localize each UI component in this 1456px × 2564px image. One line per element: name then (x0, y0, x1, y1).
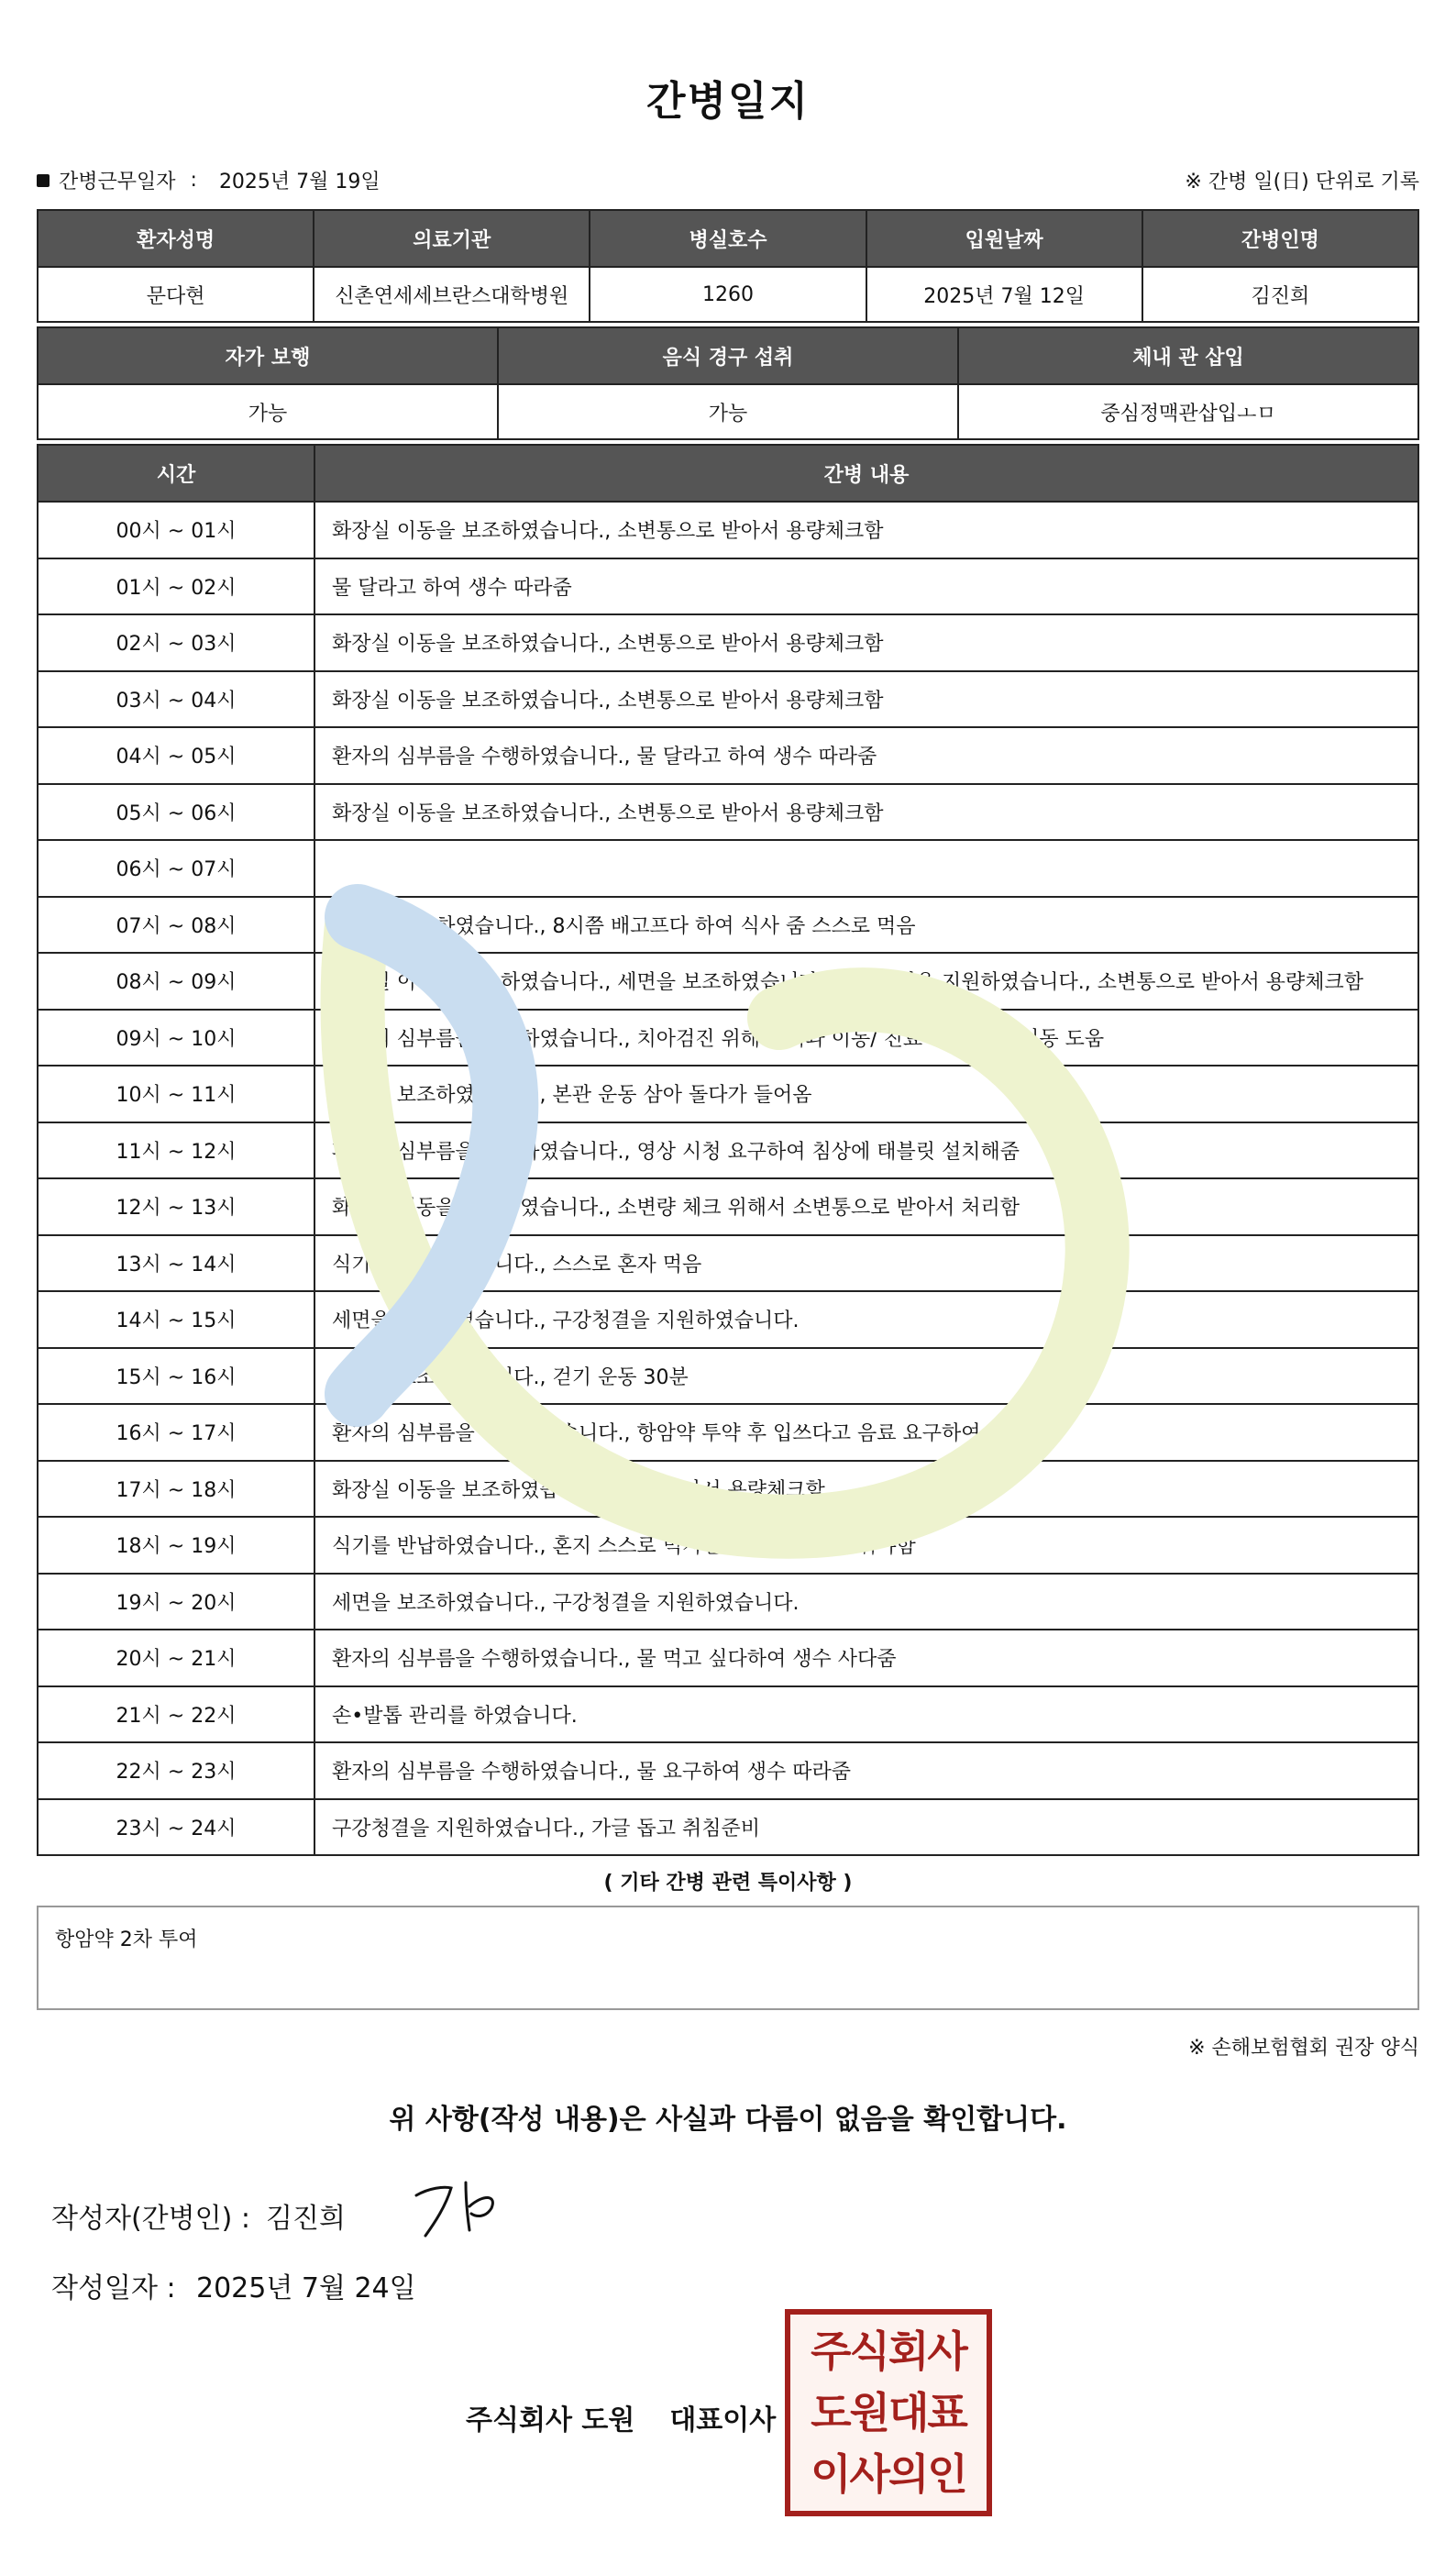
care-log-time: 14시 ~ 15시 (38, 1291, 314, 1348)
care-log-row (38, 614, 1418, 671)
company-signoff (466, 2397, 776, 2437)
care-log-row (38, 1574, 1418, 1630)
care-log-content: 환자의 심부름을 수행하였습니다., 물 달라고 하여 생수 따라줌 (314, 727, 1418, 784)
company-name: 주식회사 도원 (466, 2404, 635, 2437)
care-log-content (314, 840, 1418, 897)
care-log-row (38, 671, 1418, 728)
patient-status-table (37, 326, 1419, 440)
care-log-row (38, 784, 1418, 841)
seal-line-2: 도원대표 (811, 2387, 966, 2437)
care-log-content: 식기를 반납하였습니다., 스스로 혼자 먹음 (314, 1235, 1418, 1292)
care-log-row (38, 1122, 1418, 1179)
care-log-content: 산책을 보조하였습니다., 걷기 운동 30분 (314, 1348, 1418, 1405)
patient-name: 문다현 (38, 267, 314, 322)
care-log-time: 10시 ~ 11시 (38, 1066, 314, 1122)
confirmation-statement: 위 사항(작성 내용)은 사실과 다름이 없음을 확인합니다. (389, 2104, 1067, 2136)
bullet-square-icon (37, 174, 50, 187)
seal-line-3: 이사의인 (811, 2449, 966, 2500)
care-log-time: 18시 ~ 19시 (38, 1517, 314, 1574)
care-log-content: 화장실 이동을 보조하였습니다., 소변통으로 받아서 용량체크함 (314, 614, 1418, 671)
header-self-walking: 자가 보행 (38, 327, 498, 384)
care-log-time: 05시 ~ 06시 (38, 784, 314, 841)
written-date-value: 2025년 7월 24일 (196, 2272, 416, 2304)
writer-label: 작성자(간병인) : (51, 2203, 250, 2235)
care-log-row (38, 1348, 1418, 1405)
document-title: 간병일지 (645, 78, 810, 125)
care-log-time: 13시 ~ 14시 (38, 1235, 314, 1292)
care-log-time: 02시 ~ 03시 (38, 614, 314, 671)
care-log-content: 식기를 반납하였습니다., 혼지 스스로 먹지민 반찬은 잘라서 줘야함 (314, 1517, 1418, 1574)
care-log-time: 00시 ~ 01시 (38, 502, 314, 558)
caregiver-name: 김진희 (1142, 267, 1418, 322)
care-log-row (38, 558, 1418, 615)
care-log-row (38, 1799, 1418, 1856)
header-institution: 의료기관 (314, 210, 590, 267)
writer-row (51, 2195, 346, 2236)
care-log-row (38, 840, 1418, 897)
company-seal-stamp (785, 2309, 992, 2516)
record-unit-note: ※ 간병 일(日) 단위로 기록 (1185, 171, 1419, 193)
header-tube-insertion: 체내 관 삽입 (958, 327, 1418, 384)
work-date-row (37, 166, 381, 194)
care-log-time: 19시 ~ 20시 (38, 1574, 314, 1630)
care-log-time: 07시 ~ 08시 (38, 897, 314, 954)
care-log-content: 세면을 보조하였습니다., 구강청결을 지원하였습니다. (314, 1291, 1418, 1348)
care-log-row (38, 1066, 1418, 1122)
care-log-time: 16시 ~ 17시 (38, 1404, 314, 1461)
care-log-time: 09시 ~ 10시 (38, 1010, 314, 1066)
patient-info-header-row (38, 210, 1418, 267)
care-log-time: 20시 ~ 21시 (38, 1630, 314, 1686)
care-log-header-row (38, 445, 1418, 502)
care-log-time: 11시 ~ 12시 (38, 1122, 314, 1179)
care-log-row (38, 1630, 1418, 1686)
care-log-content: 세면을 보조하였습니다., 구강청결을 지원하였습니다. (314, 1574, 1418, 1630)
header-time: 시간 (38, 445, 314, 502)
patient-info-table (37, 209, 1419, 323)
care-log-time: 04시 ~ 05시 (38, 727, 314, 784)
work-date-value: 2025년 7월 19일 (218, 171, 381, 193)
care-log-time: 08시 ~ 09시 (38, 953, 314, 1010)
handwritten-signature (409, 2170, 510, 2243)
care-log-time: 03시 ~ 04시 (38, 671, 314, 728)
care-log-time: 15시 ~ 16시 (38, 1348, 314, 1405)
care-log-content: 구강청결을 지원하였습니다., 가글 돕고 취침준비 (314, 1799, 1418, 1856)
care-log-row (38, 897, 1418, 954)
company-representative-title: 대표이사 (669, 2404, 777, 2437)
institution: 신촌연세세브란스대학병원 (314, 267, 590, 322)
care-log-row (38, 1742, 1418, 1799)
care-log-row (38, 727, 1418, 784)
admission-date: 2025년 7월 12일 (866, 267, 1142, 322)
care-log-content: 환자의 심부름을 수행하였습니다., 영상 시청 요구하여 침상에 태블릿 설치해줌 (314, 1122, 1418, 1179)
care-log-content: 환자의 심부름을 수행하였습니다., 항암약 투약 후 입쓰다고 음료 요구하여 챙겨줌 (314, 1404, 1418, 1461)
care-log-row (38, 1686, 1418, 1743)
care-log-content: 물 달라고 하여 생수 따라줌 (314, 558, 1418, 615)
patient-info-value-row (38, 267, 1418, 322)
care-log-time: 21시 ~ 22시 (38, 1686, 314, 1743)
oral-intake: 가능 (498, 384, 958, 439)
care-log-time: 01시 ~ 02시 (38, 558, 314, 615)
header-care-content: 간병 내용 (314, 445, 1418, 502)
care-log-time: 12시 ~ 13시 (38, 1178, 314, 1235)
special-notes-title: ( 기타 간병 관련 특이사항 ) (603, 1872, 853, 1895)
writer-name: 김진희 (266, 2203, 346, 2235)
care-log-row (38, 1517, 1418, 1574)
care-log-time: 06시 ~ 07시 (38, 840, 314, 897)
work-date-colon: : (190, 169, 197, 192)
care-log-row (38, 953, 1418, 1010)
special-notes-box (37, 1906, 1419, 2010)
care-log-content: 환자의 심부름을 수행하였습니다., 물 요구하여 생수 따라줌 (314, 1742, 1418, 1799)
header-admission-date: 입원날짜 (866, 210, 1142, 267)
patient-status-value-row (38, 384, 1418, 439)
tube-insertion: 중심정맥관삽입ㅗㅁ (958, 384, 1418, 439)
care-log-row (38, 1404, 1418, 1461)
care-log-row (38, 1291, 1418, 1348)
care-log-content: 화장실 이동을 보조하였습니다., 소변통으로 받아서 용량체크함 (314, 502, 1418, 558)
care-log-content: 화장실 이동을 보조하였습니다., 소변통으로 받아서 용량체크함 (314, 784, 1418, 841)
care-log-content: 식기를 반납하였습니다., 8시쯤 배고프다 하여 식사 줌 스스로 먹음 (314, 897, 1418, 954)
care-log-content: 산책을 보조하였습니다., 본관 운동 삼아 돌다가 들어옴 (314, 1066, 1418, 1122)
care-log-time: 17시 ~ 18시 (38, 1461, 314, 1518)
care-log-content: 화장실 이동을 보조하였습니다., 소변통으로 받아서 용량체크함 (314, 671, 1418, 728)
care-log-row (38, 1461, 1418, 1518)
seal-line-1: 주식회사 (811, 2326, 966, 2376)
care-log-row (38, 502, 1418, 558)
care-log-row (38, 1178, 1418, 1235)
self-walking: 가능 (38, 384, 498, 439)
header-caregiver-name: 간병인명 (1142, 210, 1418, 267)
care-log-row (38, 1010, 1418, 1066)
care-log-content: 환자의 심부름을 수행하였습니다., 치아검진 위해서 치과 이동/ 진료 후 병실로 이동 도움 (314, 1010, 1418, 1066)
care-log-time: 22시 ~ 23시 (38, 1742, 314, 1799)
patient-status-header-row (38, 327, 1418, 384)
association-note: ※ 손해보험협회 권장 양식 (1188, 2037, 1419, 2060)
header-room-number: 병실호수 (590, 210, 866, 267)
care-log-content: 환자의 심부름을 수행하였습니다., 물 먹고 싶다하여 생수 사다줌 (314, 1630, 1418, 1686)
written-date-label: 작성일자 : (51, 2272, 176, 2304)
special-notes-content: 항암약 2차 투여 (55, 1929, 198, 1951)
care-log-time: 23시 ~ 24시 (38, 1799, 314, 1856)
care-log-table (37, 444, 1419, 1856)
work-date-label: 간병근무일자 (59, 171, 176, 193)
written-date-row (51, 2265, 416, 2305)
header-patient-name: 환자성명 (38, 210, 314, 267)
care-log-content: 화장실 이동을 보조하였습니다., 소변량 체크 위해서 소변통으로 받아서 처리함 (314, 1178, 1418, 1235)
care-log-content: 화장실 이동을 보조하였습니다., 세면을 보조하였습니다., 구강청결을 지원하였습니다., 소변통으로 받아서 용량체크함 (314, 953, 1418, 1010)
room-number: 1260 (590, 267, 866, 322)
care-log-content: 화장실 이동을 보조하였습니다., 소변 받아서 용량체크함 (314, 1461, 1418, 1518)
care-log-row (38, 1235, 1418, 1292)
care-log-content: 손•발톱 관리를 하였습니다. (314, 1686, 1418, 1743)
header-oral-intake: 음식 경구 섭취 (498, 327, 958, 384)
